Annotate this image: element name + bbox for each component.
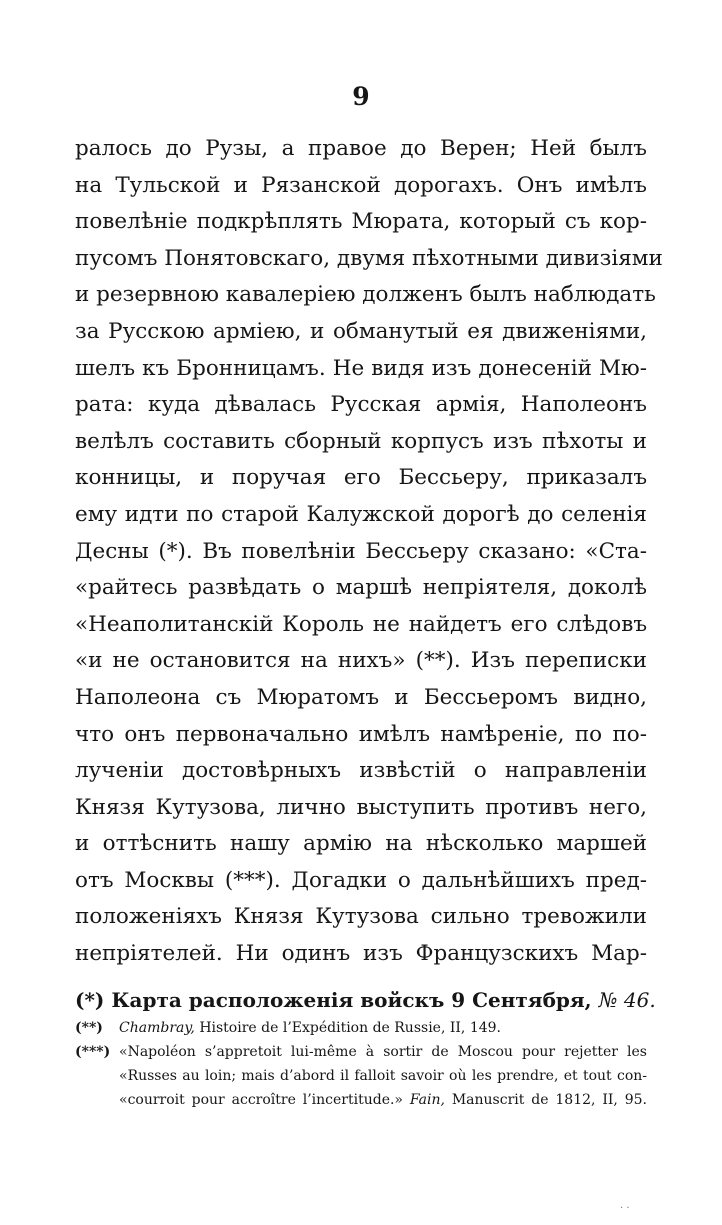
text-line: Князя Кутузова, лично выступить противъ него, — [75, 794, 647, 820]
text-line: ему идти по старой Калужской дорогѣ до селенія — [75, 501, 647, 527]
print-speck-decoration: · · — [620, 1203, 630, 1214]
text-line: конницы, и поручая его Бессьеру, приказалъ — [75, 465, 647, 491]
body-text — [75, 131, 663, 973]
text-line: Десны (*). Въ повелѣніи Бессьеру сказано: «Ста- — [75, 538, 647, 564]
footnote-2-author: Chambray, — [119, 1020, 195, 1036]
footnote-3-text-3: «courroit pour accroître l’incertitude.» — [119, 1092, 403, 1108]
text-line: ралось до Рузы, а правое до Верен; Ней былъ — [75, 136, 647, 161]
text-line: отъ Москвы (***). Догадки о дальнѣйшихъ пред- — [75, 867, 647, 893]
text-line: шелъ къ Бронницамъ. Не видя изъ донесеній Мю- — [75, 355, 647, 381]
page-number: 9 — [352, 82, 370, 111]
text-line: за Русскою арміею, и обманутый ея движеніями, — [75, 318, 647, 344]
footnotes — [75, 984, 656, 1112]
text-line: повелѣніе подкрѣплять Мюрата, который съ кор- — [75, 209, 647, 235]
text-line: «Неаполитанскій Король не найдетъ его слѣдовъ — [75, 611, 647, 637]
text-line: рата: куда дѣвалась Русская армія, Наполеонъ — [75, 392, 647, 418]
text-line: и резервною кавалеріею долженъ былъ наблюдать — [75, 282, 656, 308]
text-line: велѣлъ составить сборный корпусъ изъ пѣхоты и — [75, 428, 647, 454]
footnote-3-source: Manuscrit de 1812, II, 95. — [451, 1092, 648, 1108]
text-line: «райтесь развѣдать о маршѣ непріятеля, доколѣ — [75, 575, 647, 601]
text-line: «и не остановится на нихъ» (**). Изъ переписки — [75, 648, 647, 674]
footnote-2-text: Histoire de l’Expédition de Russie, II, 149. — [199, 1020, 501, 1036]
text-line: лученіи достовѣрныхъ извѣстій о направленіи — [75, 758, 647, 784]
footnote-3-line-3 — [75, 1088, 647, 1112]
footnote-2-mark: (**) — [75, 1020, 103, 1036]
footnote-1 — [75, 984, 656, 1016]
text-line: пусомъ Понятовскаго, двумя пѣхотными дивизіями — [75, 245, 663, 271]
text-line: и оттѣснить нашу армію на нѣсколько маршей — [75, 831, 647, 857]
footnote-1-text: Карта расположенія войскъ 9 Сентября, — [111, 988, 592, 1012]
footnote-3-line-1 — [75, 1040, 647, 1064]
text-line: непріятелей. Ни одинъ изъ Французскихъ Мар- — [75, 941, 647, 967]
footnote-3-text-1: «Napoléon s’appretoit lui-même à sortir de Moscou pour rejetter les — [119, 1044, 647, 1060]
text-line: на Тульской и Рязанской дорогахъ. Онъ имѣлъ — [75, 172, 647, 198]
text-line: Наполеона съ Мюратомъ и Бессьеромъ видно, — [75, 684, 647, 710]
text-line: что онъ первоначально имѣлъ намѣреніе, по по- — [75, 721, 647, 747]
footnote-3-line-2: «Russes au loin; mais d’abord il falloit savoir où les prendre, et tout con- — [119, 1068, 647, 1084]
footnote-3-author: Fain, — [409, 1092, 445, 1108]
text-line: положеніяхъ Князя Кутузова сильно тревожили — [75, 904, 647, 930]
footnote-1-mark: (*) — [75, 988, 105, 1012]
footnote-1-number: № 46. — [598, 988, 656, 1012]
footnote-2 — [75, 1016, 647, 1040]
footnote-3-mark: (***) — [75, 1044, 111, 1060]
